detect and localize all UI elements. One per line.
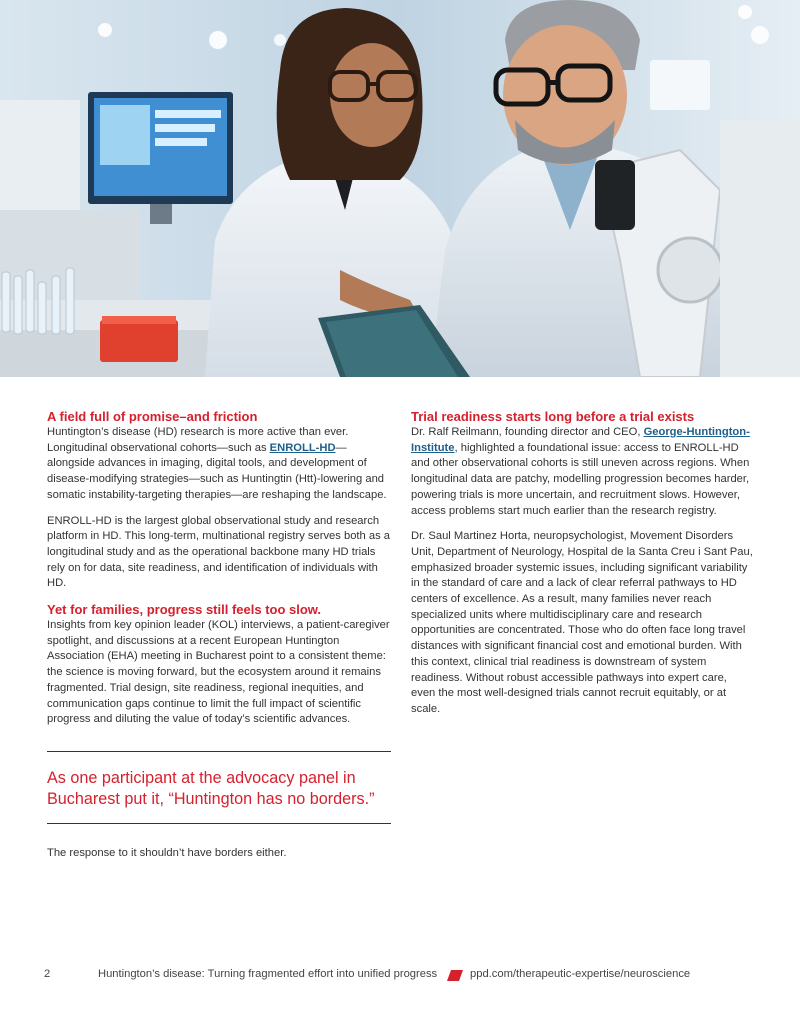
paragraph-text: Dr. Ralf Reilmann, founding director and CEO, xyxy=(411,426,644,438)
brand-mark-icon xyxy=(447,970,463,981)
page-number: 2 xyxy=(44,968,51,980)
hero-photo xyxy=(0,0,800,377)
footer-url: ppd.com/therapeutic-expertise/neuroscience xyxy=(470,968,691,980)
paragraph-martinez-horta: Dr. Saul Martinez Horta, neuropsychologist, Movement Disorders Unit, Department of Neurology, Hospital de la Santa Creu i Sant Pau, emphasized broader systemic issues, including significant variability in the standard of care and a lack of clear referral pathways to HD centers of excellence. As a result, many families never reach specialized units where multidisciplinary care and research opportunities are concentrated. Those who do often face long travel distances with significant financial cost and emotional burden. With this context, clinical trial readiness is downstream of system readiness. Without robust accessible pathways into expert care, even the most well-designed trials cannot recruit equitably, or at scale. xyxy=(411,530,753,715)
section-heading-trial-readiness: Trial readiness starts long before a trial exists xyxy=(411,409,695,424)
quote-top-divider xyxy=(47,751,391,752)
section-heading-field-promise: A field full of promise–and friction xyxy=(47,409,258,424)
pull-quote: As one participant at the advocacy panel in Bucharest put it, “Huntington has no borders.” xyxy=(47,769,375,808)
paragraph-insights: Insights from key opinion leader (KOL) interviews, a patient-caregiver spotlight, and discussions at a recent European Huntington Association (EHA) meeting in Bucharest point to a consistent theme: the science is moving forward, but the ecosystem around it remains fragmented. Trial design, site readiness, regional inequities, and communication gaps continue to limit the full impact of scientific progress and diluting the value of today’s scientific advances. xyxy=(47,619,390,726)
page-footer xyxy=(0,968,800,986)
closing-sentence: The response to it shouldn’t have borders either. xyxy=(47,847,287,859)
paragraph-reilmann xyxy=(411,425,753,519)
paragraph-text: Huntington’s disease (HD) research is more active than ever. Longitudinal observational cohorts—such as xyxy=(47,426,349,454)
quote-bottom-divider xyxy=(47,823,391,824)
right-column xyxy=(411,409,753,718)
enroll-hd-link[interactable]: ENROLL-HD xyxy=(269,441,336,454)
left-column xyxy=(47,409,392,728)
george-huntington-institute-link[interactable]: George-Huntington-Institute xyxy=(411,426,750,454)
paragraph-text: , highlighted a foundational issue: access to ENROLL-HD and other observational cohorts is still uneven across regions. When longitudinal data are patchy, modelling progression becomes harder, powering trials is more uncertain, and recruitment slows. However, access problems start much earlier than the research registry. xyxy=(411,441,750,517)
paragraph-enroll-hd: ENROLL-HD is the largest global observational study and research platform in HD. This long-term, multinational registry serves both as a longitudinal study and as the operational backbone many HD trials rely on for data, site readiness, and identification of individuals with HD. xyxy=(47,514,391,590)
hero-illustration xyxy=(0,0,800,377)
paragraph-text: —alongside advances in imaging, digital tools, and development of disease-modifying strategies—such as Huntingtin (Htt)-lowering and somatic instability-targeting therapies—are reshaping the landscape. xyxy=(47,441,387,501)
paragraph-research-active xyxy=(47,425,392,504)
section-heading-families: Yet for families, progress still feels too slow. xyxy=(47,602,322,618)
footer-title: Huntington’s disease: Turning fragmented effort into unified progress xyxy=(98,968,438,980)
